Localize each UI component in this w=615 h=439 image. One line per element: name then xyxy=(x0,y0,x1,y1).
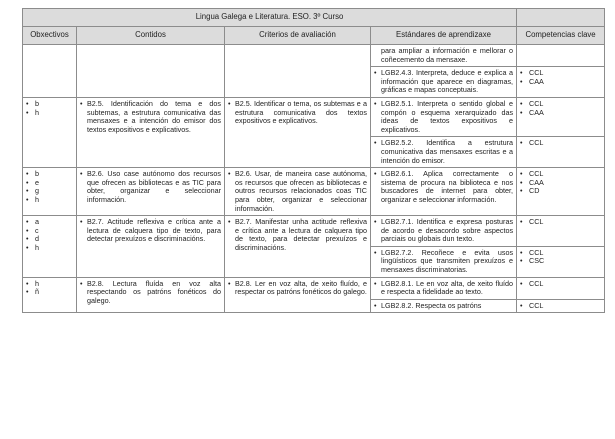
table-row xyxy=(23,216,605,247)
competences-cell xyxy=(517,168,605,216)
contents-list xyxy=(80,280,221,306)
competences-cell xyxy=(517,67,605,98)
competences-list-item: • CCL xyxy=(520,249,601,258)
header-standards: Estándares de aprendizaxe xyxy=(371,27,517,45)
objectives-list-item: • ñ xyxy=(26,288,73,297)
criteria-cell xyxy=(225,45,371,98)
competences-list xyxy=(520,69,601,86)
standard-text: • LGB2.8.1. Le en voz alta, de xeito fluído e respecta a fidelidade ao texto. xyxy=(374,280,513,297)
standard-cell xyxy=(371,97,517,136)
criteria-text: • B2.7. Manifestar unha actitude reflexiva e crítica ante a lectura de calquera tipo de texto, para detectar prexuízos e discriminacións. xyxy=(228,218,367,252)
contents-cell xyxy=(77,216,225,278)
competences-cell xyxy=(517,216,605,247)
objectives-list-item: • b xyxy=(26,170,73,179)
header-row xyxy=(23,27,605,45)
header-criteria: Criterios de avaliación xyxy=(225,27,371,45)
standard-list xyxy=(374,170,513,204)
curriculum-table xyxy=(22,8,605,313)
competences-list-item: • CD xyxy=(520,187,601,196)
standard-list xyxy=(374,218,513,244)
objectives-list-item: • d xyxy=(26,235,73,244)
table-title: Lingua Galega e Literatura. ESO. 3º Curso xyxy=(23,9,517,27)
standard-list xyxy=(374,249,513,275)
competences-list-item: • CCL xyxy=(520,69,601,78)
competences-list-item: • CAA xyxy=(520,109,601,118)
criteria-cell xyxy=(225,168,371,216)
header-competences: Competencias clave xyxy=(517,27,605,45)
objectives-cell xyxy=(23,216,77,278)
competences-list-item: • CCL xyxy=(520,170,601,179)
standard-text: • LGB2.5.1. Interpreta o sentido global e compón o esquema xerarquizado das ideas de textos expositivos e explicativos. xyxy=(374,100,513,134)
criteria-text: • B2.5. Identificar o tema, os subtemas e a estrutura comunicativa dos textos expositivos e explicativos. xyxy=(228,100,367,126)
contents-text: • B2.8. Lectura fluída en voz alta respectando os patróns fonéticos do galego. xyxy=(80,280,221,306)
competences-list xyxy=(520,170,601,196)
competences-list-item: • CCL xyxy=(520,280,601,289)
contents-cell xyxy=(77,277,225,313)
table-row xyxy=(23,277,605,299)
standard-list xyxy=(374,280,513,297)
criteria-list xyxy=(228,170,367,213)
title-row-blank xyxy=(517,9,605,27)
objectives-list-item: • g xyxy=(26,187,73,196)
standard-cell xyxy=(371,168,517,216)
objectives-list xyxy=(26,100,73,117)
competences-cell xyxy=(517,246,605,277)
objectives-cell xyxy=(23,97,77,167)
standard-cell xyxy=(371,45,517,67)
objectives-cell xyxy=(23,45,77,98)
criteria-cell xyxy=(225,277,371,313)
standard-list xyxy=(374,302,513,311)
objectives-list-item: • h xyxy=(26,109,73,118)
criteria-cell xyxy=(225,216,371,278)
objectives-list-item: • c xyxy=(26,227,73,236)
standard-cell xyxy=(371,216,517,247)
criteria-text: • B2.6. Usar, de maneira case autónoma, os recursos que ofrecen as bibliotecas e outros recursos relacionados coas TIC para obter, organizar e seleccionar información. xyxy=(228,170,367,213)
objectives-list-item: • h xyxy=(26,196,73,205)
standard-list xyxy=(374,139,513,165)
standard-text: • LGB2.7.2. Recoñece e evita usos lingüísticos que transmiten prexuízos e mensaxes discriminatorias. xyxy=(374,249,513,275)
table-row xyxy=(23,168,605,216)
table-row xyxy=(23,45,605,67)
standard-cell xyxy=(371,137,517,168)
competences-list-item: • CCL xyxy=(520,100,601,109)
competences-list xyxy=(520,302,601,311)
contents-cell xyxy=(77,97,225,167)
standard-text: • LGB2.5.2. Identifica a estrutura comunicativa das mensaxes escritas e a intención do emisor. xyxy=(374,139,513,165)
objectives-list-item: • h xyxy=(26,244,73,253)
standard-list xyxy=(374,100,513,134)
criteria-text: • B2.8. Ler en voz alta, de xeito fluído, e respectar os patróns fonéticos do galego. xyxy=(228,280,367,297)
objectives-list-item: • a xyxy=(26,218,73,227)
title-row xyxy=(23,9,605,27)
objectives-list xyxy=(26,280,73,297)
standard-text: • LGB2.4.3. Interpreta, deduce e explica a información que aparece en diagramas, gráficas e mapas conceptuais. xyxy=(374,69,513,95)
objectives-list-item: • h xyxy=(26,280,73,289)
objectives-list-item: • e xyxy=(26,179,73,188)
competences-cell xyxy=(517,277,605,299)
objectives-list xyxy=(26,170,73,204)
standard-cell xyxy=(371,277,517,299)
standard-text: • LGB2.7.1. Identifica e expresa posturas de acordo e desacordo sobre aspectos parciais ou globais dun texto. xyxy=(374,218,513,244)
competences-list xyxy=(520,218,601,227)
contents-cell xyxy=(77,45,225,98)
competences-list-item: • CCL xyxy=(520,302,601,311)
standard-cell xyxy=(371,67,517,98)
standard-text: • LGB2.6.1. Aplica correctamente o sistema de procura na biblioteca e nos buscadores de internet para obter, organizar e seleccionar información. xyxy=(374,170,513,204)
competences-cell xyxy=(517,45,605,67)
contents-cell xyxy=(77,168,225,216)
competences-list xyxy=(520,100,601,117)
competences-list-item: • CSC xyxy=(520,257,601,266)
document-page xyxy=(22,8,604,313)
contents-text: • B2.6. Uso case autónomo dos recursos que ofrecen as bibliotecas e as TIC para obter, organizar e seleccionar información. xyxy=(80,170,221,204)
objectives-cell xyxy=(23,277,77,313)
competences-cell xyxy=(517,299,605,313)
contents-list xyxy=(80,170,221,204)
standard-list xyxy=(374,69,513,95)
header-contents: Contidos xyxy=(77,27,225,45)
contents-text: • B2.7. Actitude reflexiva e crítica ante a lectura de calquera tipo de texto, para detectar prexuízos e discriminacións. xyxy=(80,218,221,244)
criteria-list xyxy=(228,218,367,252)
standard-text: • LGB2.8.2. Respecta os patróns xyxy=(374,302,513,311)
contents-text: • B2.5. Identificación do tema e dos subtemas, a estrutura comunicativa das mensaxes e a intención do emisor dos textos expositivos e explicativos. xyxy=(80,100,221,134)
competences-cell xyxy=(517,97,605,136)
competences-cell xyxy=(517,137,605,168)
header-objectives: Obxectivos xyxy=(23,27,77,45)
objectives-list-item: • b xyxy=(26,100,73,109)
competences-list-item: • CCL xyxy=(520,139,601,148)
standard-text: para ampliar a información e mellorar o coñecemento da mensaxe. xyxy=(381,46,514,64)
criteria-cell xyxy=(225,97,371,167)
competences-list-item: • CAA xyxy=(520,78,601,87)
table-row xyxy=(23,97,605,136)
standard-cell xyxy=(371,299,517,313)
competences-list xyxy=(520,139,601,148)
competences-list-item: • CAA xyxy=(520,179,601,188)
objectives-cell xyxy=(23,168,77,216)
competences-list xyxy=(520,280,601,289)
competences-list xyxy=(520,249,601,266)
contents-list xyxy=(80,100,221,134)
contents-list xyxy=(80,218,221,244)
criteria-list xyxy=(228,100,367,126)
objectives-list xyxy=(26,218,73,252)
table-body xyxy=(23,45,605,313)
standard-cell xyxy=(371,246,517,277)
competences-list-item: • CCL xyxy=(520,218,601,227)
criteria-list xyxy=(228,280,367,297)
